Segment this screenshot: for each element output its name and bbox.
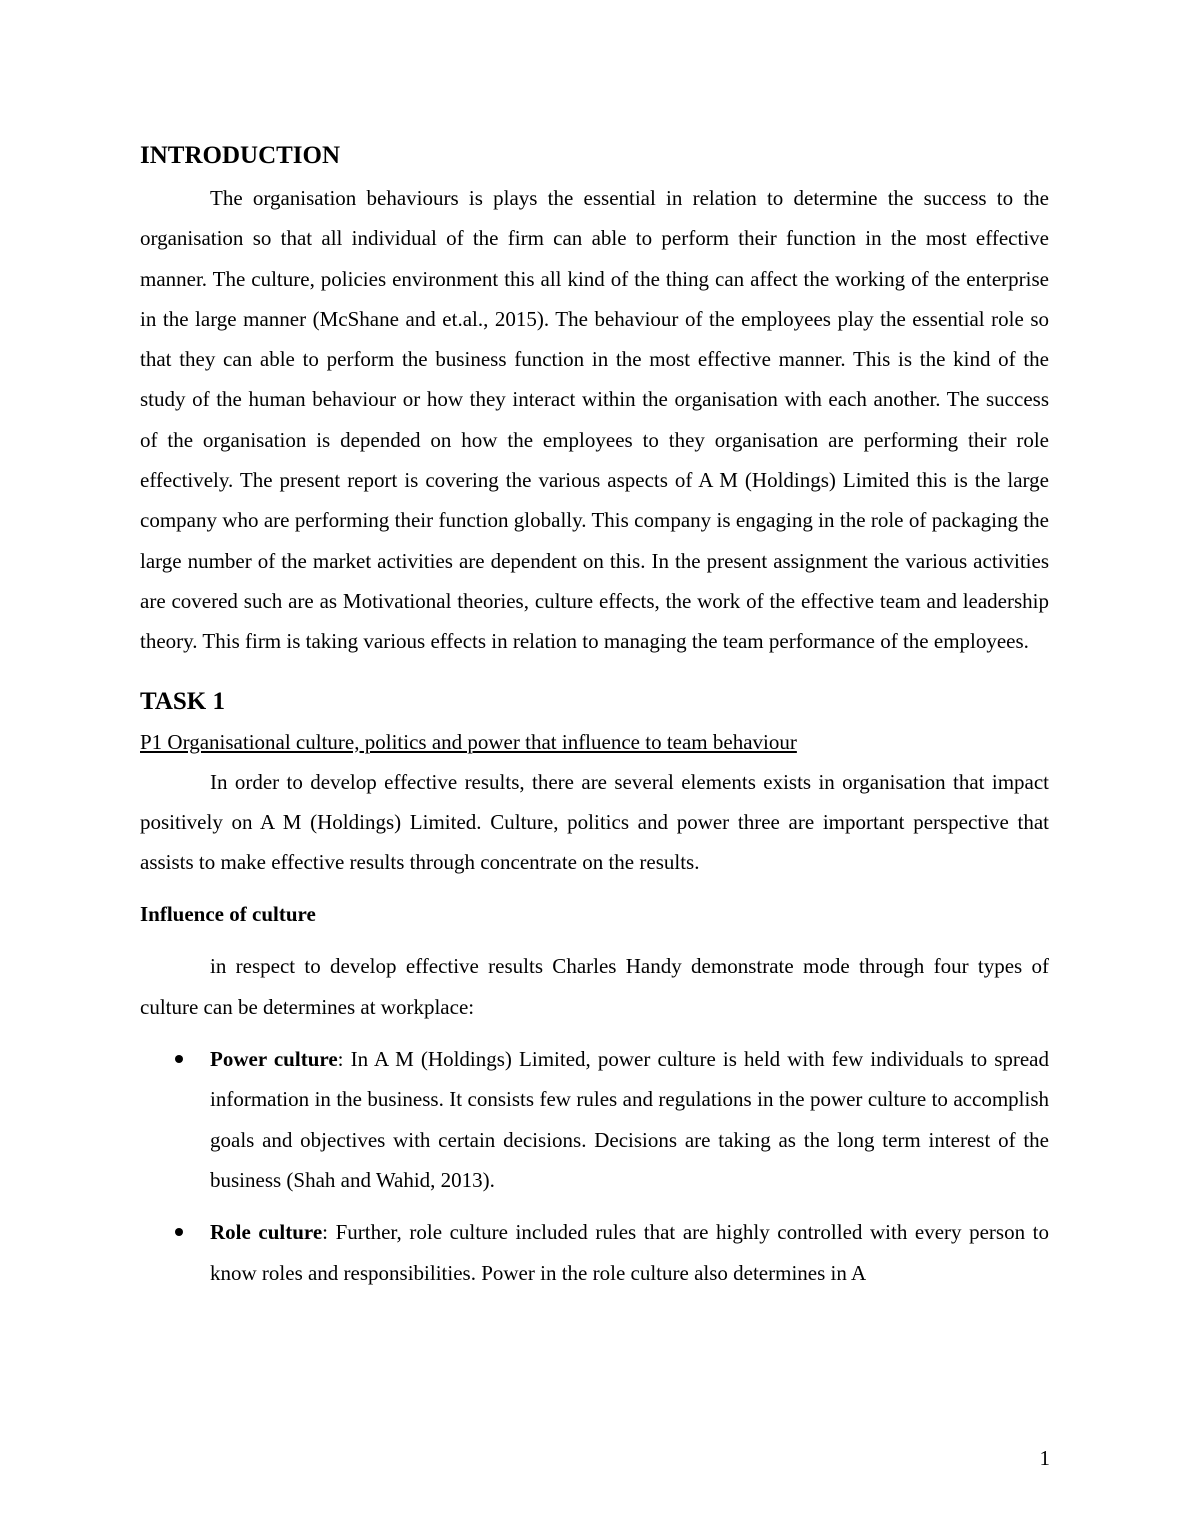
influence-of-culture-heading: Influence of culture <box>140 902 316 927</box>
role-culture-text: : Further, role culture included rules that are highly controlled with every person to know roles and responsibilities. Power in the role culture also determines in A <box>210 1220 1049 1285</box>
bullet-icon <box>175 1228 183 1236</box>
p1-paragraph: In order to develop effective results, there are several elements exists in organisation that impact positively on A M (Holdings) Limited. Culture, politics and power three are important perspective that assists to make effective results through concentrate on the results. <box>140 769 1049 875</box>
role-culture-term: Role culture <box>210 1220 323 1245</box>
page-number: 1 <box>1039 1446 1050 1470</box>
power-culture-term: Power culture <box>210 1047 338 1072</box>
culture-types-list <box>140 1039 1049 1293</box>
p1-subheading: P1 Organisational culture, politics and power that influence to team behaviour <box>140 729 797 754</box>
list-item-role-culture <box>140 1212 1049 1293</box>
power-culture-text: : In A M (Holdings) Limited, power culture is held with few individuals to spread information in the business. It consists few rules and regulations in the power culture to accomplish goals and objectives with certain decisions. Decisions are taking as the long term interest of the business (Shah and Wahid, 2013). <box>210 1047 1049 1192</box>
document-page <box>140 138 1049 1305</box>
introduction-paragraph: The organisation behaviours is plays the essential in relation to determine the success to the organisation so that all individual of the firm can able to perform their function in the most effective manner. The culture, policies environment this all kind of the thing can affect the working of the enterprise in the large manner (McShane and et.al., 2015). The behaviour of the employees play the essential role so that they can able to perform the business function in the most effective manner. This is the kind of the study of the human behaviour or how they interact within the organisation with each another. The success of the organisation is depended on how the employees to they organisation are performing their role effectively. The present report is covering the various aspects of A M (Holdings) Limited this is the large company who are performing their function globally. This company is engaging in the role of packaging the large number of the market activities are dependent on this. In the present assignment the various activities are covered such are as Motivational theories, culture effects, the work of the effective team and leadership theory. This firm is taking various effects in relation to managing the team performance of the employees. <box>140 186 1049 654</box>
culture-paragraph: in respect to develop effective results Charles Handy demonstrate mode through four types of culture can be determines at workplace: <box>140 954 1049 1019</box>
introduction-heading: INTRODUCTION <box>140 142 341 169</box>
bullet-icon <box>175 1055 183 1063</box>
list-item-power-culture <box>140 1039 1049 1200</box>
task-1-heading: TASK 1 <box>140 687 225 715</box>
